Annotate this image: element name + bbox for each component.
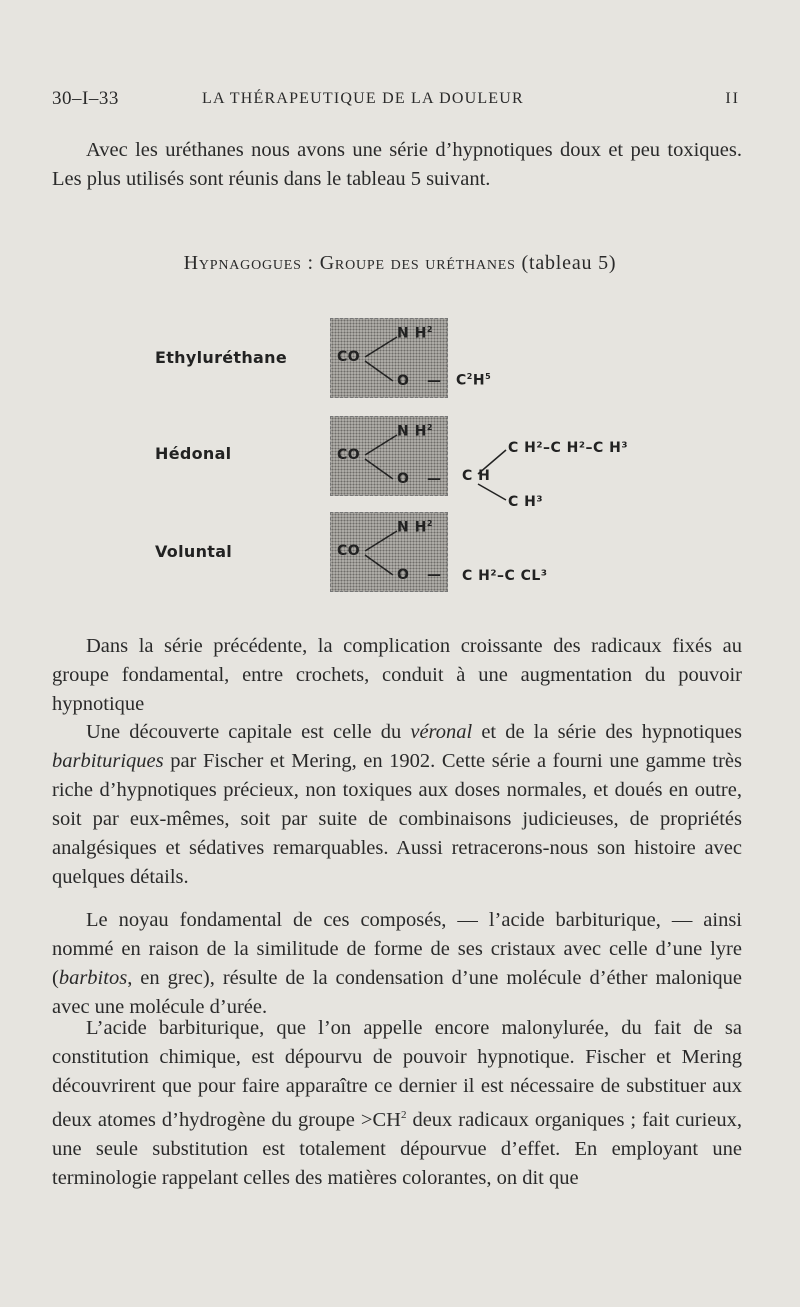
radical-propyl-chain: C H²–C H²–C H³ xyxy=(508,440,628,456)
table-title-suffix: (tableau 5) xyxy=(521,252,617,274)
methine-label: C H xyxy=(462,468,491,484)
paragraph-veronal: Une découverte capitale est celle du véronal et de la série des hypnotiques barbituriques par Fischer et Mering, en 1902. Cette série a fourni une gamme très riche d’hypnotiques précieux, non toxiques aux doses normales, et doués en outre, soit par eux-mêmes, soit par suite de combinaisons judicieuses, de propriétés analgésiques et sédatives remarquables. Aussi retracerons-nous son histoire avec quelques détails. xyxy=(52,721,743,888)
intro-paragraph: Avec les uréthanes nous avons une série d’hypnotiques doux et peu toxiques. Les plus utilisés sont réunis dans le tableau 5 suivant. xyxy=(52,139,742,190)
carbonyl-label: CO xyxy=(337,543,361,559)
carbonyl-label: CO xyxy=(337,447,361,463)
bond-dash: — xyxy=(427,471,442,487)
running-header xyxy=(52,88,740,114)
term-veronal: véronal xyxy=(410,721,473,743)
table-title xyxy=(0,252,800,275)
carbonyl-label: CO xyxy=(337,349,361,365)
radical-ethyl: $C^2H^5$ xyxy=(456,372,492,389)
urethane-group-box xyxy=(330,416,448,496)
table-title-main: Hypnagogues : Groupe des uréthanes xyxy=(183,252,516,274)
term-barbituriques: barbituriques xyxy=(52,750,164,772)
paragraph-malonyluree: L’acide barbiturique, que l’on appelle encore malonylurée, du fait de sa constitution chimique, est dépourvu de pouvoir hypnotique. Fischer et Mering découvrirent que pour faire apparaître ce dernier il est nécessaire de substituer aux deux atomes d’hydrogène du groupe $>CH^2$ deux radicaux organiques ; fait curieux, une seule substitution est totalement dépourvue d’effet. En employant une terminologie rappelant celles des matières colorantes, on dit que xyxy=(52,1017,743,1189)
header-reference: 30–I–33 xyxy=(52,88,119,109)
compound-name-ethylurethane: Ethyluréthane xyxy=(155,348,287,367)
page-number: II xyxy=(725,90,740,107)
paragraph-series: Dans la série précédente, la complication croissante des radicaux fixés au groupe fondamental, entre crochets, conduit à une augmentation du pouvoir hypnotique xyxy=(52,635,742,715)
oxygen-label: O xyxy=(397,567,410,583)
bond-dash: — xyxy=(427,373,442,389)
amine-label: N $H^2$ xyxy=(397,519,433,536)
term-barbitos: barbitos xyxy=(58,967,128,989)
urethane-group-box xyxy=(330,318,448,398)
header-title: LA THÉRAPEUTIQUE DE LA DOULEUR xyxy=(202,90,524,107)
radical-methyl: C H³ xyxy=(508,494,543,510)
oxygen-label: O xyxy=(397,471,410,487)
compound-name-hedonal: Hédonal xyxy=(155,444,232,463)
paragraph-barbituric-acid: Le noyau fondamental de ces composés, — l’acide barbiturique, — ainsi nommé en raison de la similitude de forme de ses cristaux avec celle d’une lyre (barbitos, en grec), résulte de la condensation d’une molécule d’éther malonique avec une molécule d’urée. xyxy=(52,909,742,1018)
amine-label: N $H^2$ xyxy=(397,325,433,342)
urethane-group-box xyxy=(330,512,448,592)
oxygen-label: O xyxy=(397,373,410,389)
bond-dash: — xyxy=(427,567,442,583)
compound-name-voluntal: Voluntal xyxy=(155,542,233,561)
amine-label: N $H^2$ xyxy=(397,423,433,440)
subscript-two: 2 xyxy=(400,1109,407,1121)
radical-trichloroethyl: C H²–C CL³ xyxy=(462,568,548,584)
